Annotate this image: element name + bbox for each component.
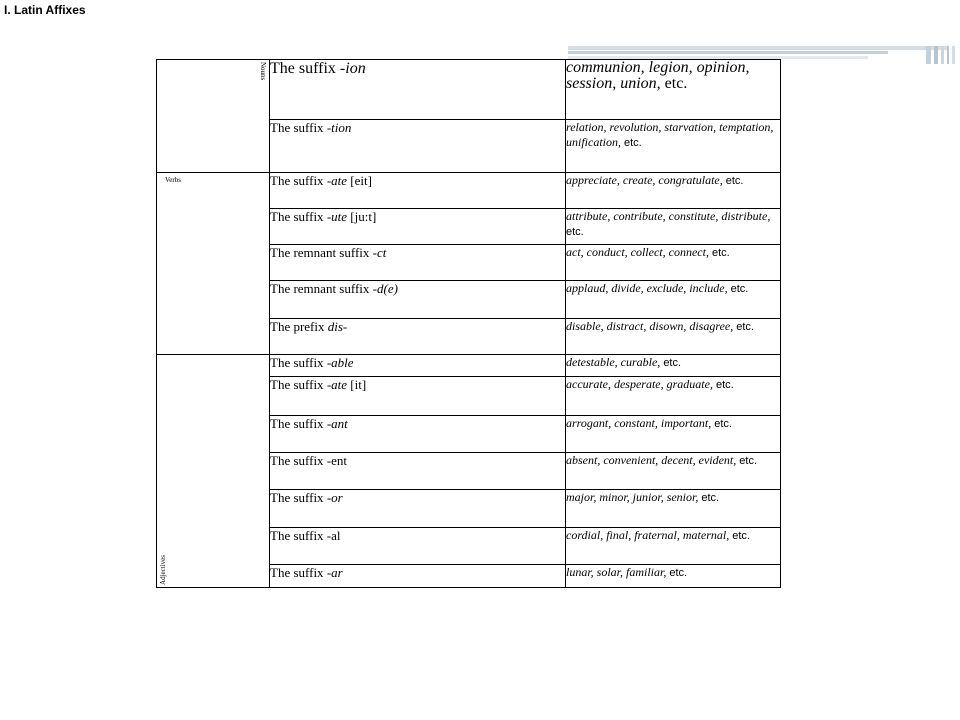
affix-cell: The suffix -ate [eit] xyxy=(270,173,566,209)
affix-cell: The suffix -ute [ju:t] xyxy=(270,209,566,245)
examples-cell: lunar, solar, familiar, etc. xyxy=(566,565,781,588)
affix-cell: The suffix -al xyxy=(270,528,566,565)
examples-cell: communion, legion, opinion, session, union, etc. xyxy=(566,60,781,120)
examples-cell: accurate, desperate, graduate, etc. xyxy=(566,377,781,416)
category-nouns xyxy=(157,60,270,173)
examples-cell: cordial, final, fraternal, maternal, etc. xyxy=(566,528,781,565)
examples-cell: detestable, curable, etc. xyxy=(566,355,781,377)
examples-cell: major, minor, junior, senior, etc. xyxy=(566,490,781,528)
latin-affixes-table xyxy=(156,59,781,588)
affix-cell: The suffix -tion xyxy=(270,120,566,173)
table-row xyxy=(157,355,781,377)
examples-cell: relation, revolution, starvation, temptation, unification, etc. xyxy=(566,120,781,173)
examples-cell: attribute, contribute, constitute, distribute, etc. xyxy=(566,209,781,245)
category-label: Verbs xyxy=(165,176,181,184)
affix-cell: The remnant suffix -ct xyxy=(270,245,566,281)
examples-cell: absent, convenient, decent, evident, etc. xyxy=(566,453,781,490)
category-label: Adjectives xyxy=(159,555,167,585)
table-row xyxy=(157,60,781,120)
affix-cell: The suffix -ar xyxy=(270,565,566,588)
affix-cell: The suffix -ion xyxy=(270,60,566,120)
examples-cell: act, conduct, collect, connect, etc. xyxy=(566,245,781,281)
category-adjectives xyxy=(157,355,270,588)
examples-cell: applaud, divide, exclude, include, etc. xyxy=(566,281,781,319)
examples-cell: arrogant, constant, important, etc. xyxy=(566,416,781,453)
affix-cell: The remnant suffix -d(e) xyxy=(270,281,566,319)
examples-cell: appreciate, create, congratulate, etc. xyxy=(566,173,781,209)
category-verbs xyxy=(157,173,270,355)
category-label: Nouns xyxy=(259,62,267,81)
affix-cell: The suffix -able xyxy=(270,355,566,377)
slide-title: I. Latin Affixes xyxy=(4,3,86,17)
affix-cell: The suffix -or xyxy=(270,490,566,528)
examples-cell: disable, distract, disown, disagree, etc. xyxy=(566,319,781,355)
affix-cell: The prefix dis- xyxy=(270,319,566,355)
affix-cell: The suffix -ant xyxy=(270,416,566,453)
table-row xyxy=(157,173,781,209)
affix-cell: The suffix -ate [it] xyxy=(270,377,566,416)
affix-cell: The suffix -ent xyxy=(270,453,566,490)
